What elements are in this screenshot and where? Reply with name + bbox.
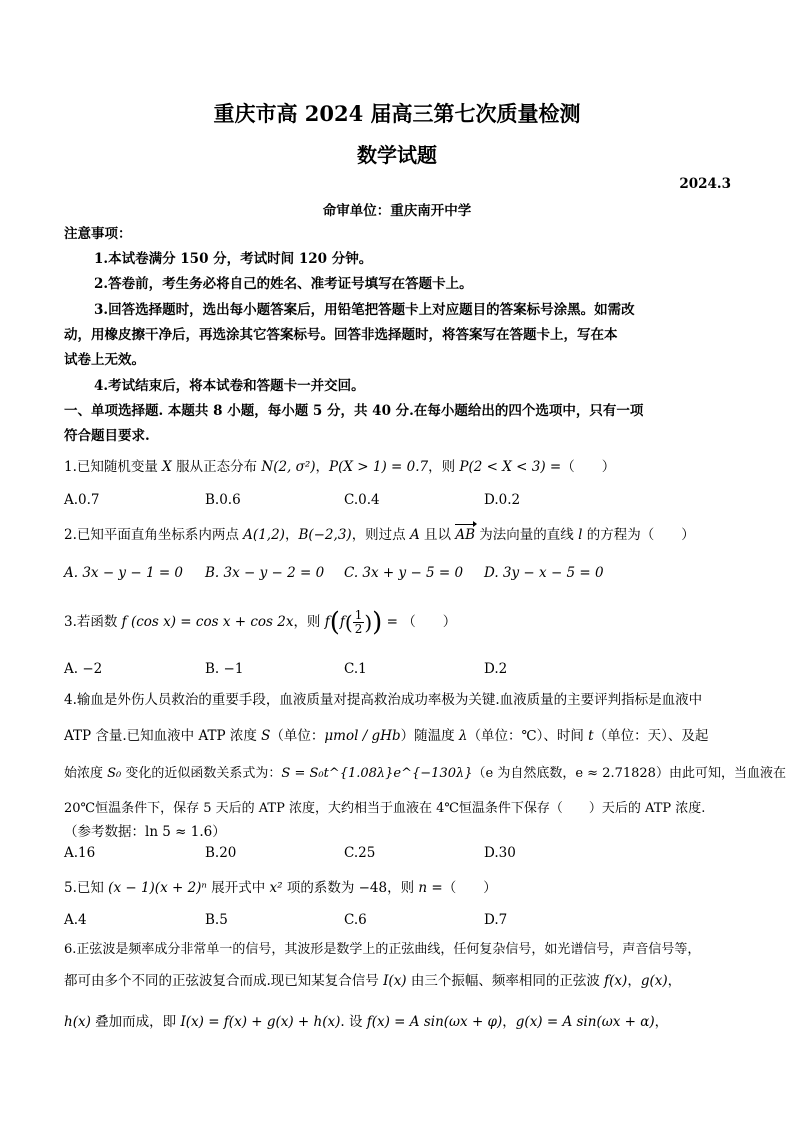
exam-date: 2024.3 xyxy=(679,176,731,192)
q2-option-a: A. 3x − y − 1 = 0 xyxy=(64,565,184,581)
question-1: 1.已知随机变量 X 服从正态分布 N(2, σ²)，P(X > 1) = 0.7，则 P(2 < X < 3) =（ ） xyxy=(64,459,616,475)
q1-option-c: C.0.4 xyxy=(344,492,380,508)
q3-option-d: D.2 xyxy=(484,661,508,677)
q1-option-b: B.0.6 xyxy=(205,492,241,508)
q4-option-a: A.16 xyxy=(64,845,96,861)
question-4-line4: 20℃恒温条件下，保存 5 天后的 ATP 浓度，大约相当于血液在 4℃恒温条件下保存（ ）天后的 ATP 浓度. xyxy=(64,801,706,816)
q5-option-d: D.7 xyxy=(484,912,508,928)
q3-option-b: B. −1 xyxy=(205,661,244,677)
question-5: 5.已知 (x − 1)(x + 2)ⁿ 展开式中 x² 项的系数为 −48，则 n =（ ） xyxy=(64,880,497,896)
notice-item-3a: 3.回答选择题时，选出每小题答案后，用铅笔把答题卡上对应题目的答案标号涂黑。如需改 xyxy=(94,302,635,318)
q1-option-d: D.0.2 xyxy=(484,492,521,508)
fraction-one-half: $\frac{1}{2}$ xyxy=(354,608,363,636)
question-6-line1: 6.正弦波是频率成分非常单一的信号，其波形是数学上的正弦曲线，任何复杂信号，如光谱信号，声音信号等， xyxy=(64,942,701,957)
q4-option-c: C.25 xyxy=(344,845,376,861)
notice-item-3c: 试卷上无效。 xyxy=(64,352,145,368)
q1-option-a: A.0.7 xyxy=(64,492,100,508)
q3-option-c: C.1 xyxy=(344,661,367,677)
q5-option-c: C.6 xyxy=(344,912,367,928)
q5-option-b: B.5 xyxy=(205,912,228,928)
question-6-line3: h(x) 叠加而成，即 I(x) = f(x) + g(x) + h(x). 设 f(x) = A sin(ωx + φ)，g(x) = A sin(ωx + α)， xyxy=(64,1014,669,1030)
notice-item-2: 2.答卷前，考生务必将自己的姓名、准考证号填写在答题卡上。 xyxy=(94,276,473,292)
question-4-line1: 4.输血是外伤人员救治的重要手段，血液质量对提高救治成功率极为关键.血液质量的主要评判指标是血液中 xyxy=(64,692,703,708)
vector-ab: AB xyxy=(455,527,475,543)
exam-subtitle: 数学试题 xyxy=(357,143,437,167)
q2-option-c: C. 3x + y − 5 = 0 xyxy=(344,565,464,581)
notice-item-4: 4.考试结束后，将本试卷和答题卡一并交回。 xyxy=(94,378,365,394)
notice-item-1: 1.本试卷满分 150 分，考试时间 120 分钟。 xyxy=(94,251,373,267)
question-4-line5: （参考数据：ln 5 ≈ 1.6） xyxy=(64,824,226,840)
section1-heading-line1: 一、单项选择题. 本题共 8 小题，每小题 5 分，共 40 分.在每小题给出的四个选项中，只有一项 xyxy=(64,403,644,419)
section1-heading-line2: 符合题目要求. xyxy=(64,428,150,444)
question-4-line2: ATP 含量.已知血液中 ATP 浓度 S（单位：μmol / gHb）随温度 λ（单位：℃）、时间 t（单位：天）、及起 xyxy=(64,728,709,744)
notice-item-3b: 动，用橡皮擦干净后，再选涂其它答案标号。回答非选择题时，将答案写在答题卡上，写在本 xyxy=(64,327,618,343)
notice-heading: 注意事项： xyxy=(64,226,132,242)
q4-option-b: B.20 xyxy=(205,845,237,861)
q5-option-a: A.4 xyxy=(64,912,87,928)
question-2: 2.已知平面直角坐标系内两点 A(1,2)，B(−2,3)，则过点 A 且以 AB 为法向量的直线 l 的方程为（ ） xyxy=(64,527,695,543)
q2-option-d: D. 3y − x − 5 = 0 xyxy=(484,565,604,581)
q3-option-a: A. −2 xyxy=(64,661,103,677)
question-4-line3: 始浓度 S₀ 变化的近似函数关系式为：S = S₀t^{1.08λ}e^{−130λ}（e 为自然底数，e ≈ 2.71828）由此可知，当血液在 xyxy=(64,766,786,781)
exam-title: 重庆市高 2024 届高三第七次质量检测 xyxy=(213,101,581,126)
question-3: 3.若函数 f (cos x) = cos x + cos 2x，则 f(f( $\frac{1}{2}$ )) = （ ） xyxy=(64,607,457,638)
author-unit: 命审单位：重庆南开中学 xyxy=(322,203,472,219)
question-6-line2: 都可由多个不同的正弦波复合而成.现已知某复合信号 I(x) 由三个振幅、频率相同的正弦波 f(x)，g(x)， xyxy=(64,973,682,989)
q2-option-b: B. 3x − y − 2 = 0 xyxy=(205,565,325,581)
q4-option-d: D.30 xyxy=(484,845,516,861)
